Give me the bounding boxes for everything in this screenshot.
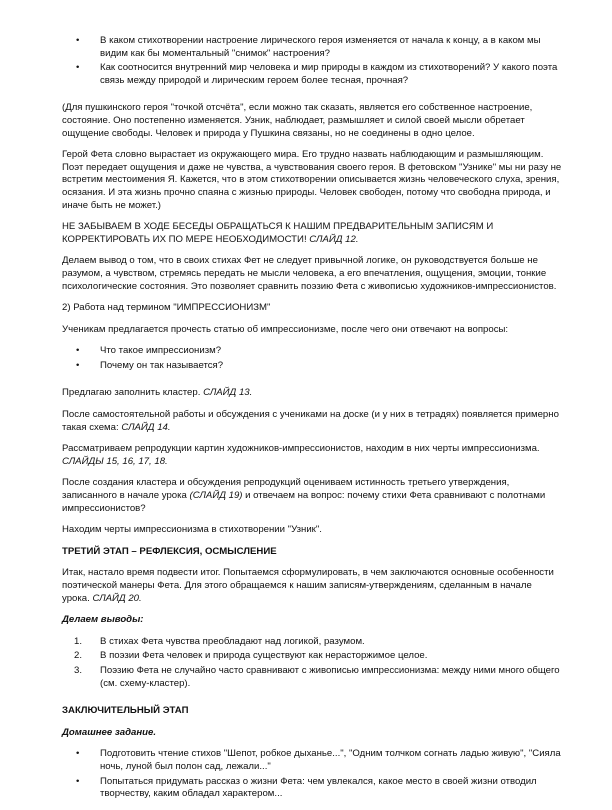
paragraph: Ученикам предлагается прочесть статью об импрессионизме, после чего они отвечают на вопросы: bbox=[62, 323, 509, 335]
document-page bbox=[62, 35, 562, 810]
bullet-icon: • bbox=[76, 62, 80, 74]
bullet-icon: • bbox=[76, 775, 80, 787]
list-number: 1. bbox=[74, 635, 83, 647]
list-item: • Что такое импрессионизм? bbox=[76, 345, 222, 357]
question-list bbox=[62, 345, 562, 372]
paragraph: После самостоятельной работы и обсуждения с учениками на доске (и у них в тетрадях) появляется примерно такая схема: СЛАЙД 14. bbox=[62, 409, 559, 433]
paragraph: Рассматриваем репродукции картин художников-импрессионистов, находим в них черты импрессионизма. СЛАЙДЫ 15, 16, 17, 18. bbox=[62, 443, 540, 467]
list-number: 2. bbox=[74, 650, 83, 662]
list-item: • Почему он так называется? bbox=[76, 359, 224, 371]
subheading: Делаем выводы: bbox=[62, 614, 144, 626]
list-item: 3. Поэзию Фета не случайно часто сравнивают с живописью импрессионизма: между ними много общего (см. схему-кластер). bbox=[74, 664, 560, 689]
bullet-icon: • bbox=[76, 359, 80, 371]
section-heading: ТРЕТИЙ ЭТАП – РЕФЛЕКСИЯ, ОСМЫСЛЕНИЕ bbox=[62, 545, 277, 557]
paragraph: Итак, настало время подвести итог. Попытаемся сформулировать, в чем заключаются основные особенности поэтической манеры Фета. Для этого обращаемся к нашим записям-утверждениям, сделанным в начале урока. СЛАЙД 20. bbox=[62, 567, 554, 604]
list-item: • Подготовить чтение стихов "Шепот, робкое дыханье...", "Одним толчком согнать ладью живую", "Сияла ночь, луной был полон сад, лежали..." bbox=[76, 748, 561, 772]
list-item: 1. В стихах Фета чувства преобладают над логикой, разумом. bbox=[74, 635, 365, 647]
paragraph: Предлагаю заполнить кластер. СЛАЙД 13. bbox=[62, 387, 253, 399]
list-item: 2. В поэзии Фета человек и природа существуют как нерасторжимое целое. bbox=[74, 650, 428, 662]
paragraph: НЕ ЗАБЫВАЕМ В ХОДЕ БЕСЕДЫ ОБРАЩАТЬСЯ К НАШИМ ПРЕДВАРИТЕЛЬНЫМ ЗАПИСЯМ И КОРРЕКТИРОВАТЬ ИХ ПО МЕРЕ НЕОБХОДИМОСТИ! СЛАЙД 12. bbox=[62, 221, 494, 245]
list-item: • Попытаться придумать рассказ о жизни Фета: чем увлекался, какое место в своей жизни отводил творчеству, каким обладал характером... bbox=[76, 775, 537, 800]
section-heading: ЗАКЛЮЧИТЕЛЬНЫЙ ЭТАП bbox=[62, 705, 189, 717]
paragraph: После создания кластера и обсуждения репродукций оцениваем истинность третьего утверждения, записанного в начале урока (СЛАЙД 19) и отвечаем на вопрос: почему стихи Фета сравнивают с полотнами импрессионистов? bbox=[62, 477, 546, 514]
conclusions-list bbox=[62, 636, 562, 690]
bullet-icon: • bbox=[76, 748, 80, 760]
list-number: 3. bbox=[74, 664, 83, 676]
paragraph: Находим черты импрессионизма в стихотворении "Узник". bbox=[62, 524, 322, 536]
top-question-list bbox=[62, 35, 562, 87]
paragraph: 2) Работа над термином "ИМПРЕССИОНИЗМ" bbox=[62, 302, 271, 314]
list-item: • В каком стихотворении настроение лирического героя изменяется от начала к концу, а в каком мы видим как бы моментальный "снимок" настроения? bbox=[76, 35, 541, 59]
paragraph: Герой Фета словно вырастает из окружающего мира. Его трудно назвать наблюдающим и размышляющим. Поэт передает ощущения и даже не чувства, а чувствования своего героя. В фетовском "Узнике" мы ни разу не встретим местоимения Я. Кажется, что в этом стихотворении описывается жизнь человеческого слуха, зрения, осязания. И эта жизнь прочно спаяна с жизнью природы. Человек свободен, потому что свободна природа, и иначе быть не может.) bbox=[62, 149, 562, 211]
paragraph: Делаем вывод о том, что в своих стихах Фет не следует привычной логике, он руководствуется больше не разумом, а чувством, стремясь передать не мысли человека, а его впечатления, ощущения, эмоции, тонкие психологические состояния. Это позволяет сравнить поэзию Фета с живописью художников-импрессионистов. bbox=[62, 255, 557, 292]
paragraph: (Для пушкинского героя "точкой отсчёта", если можно так сказать, является его собственное настроение, состояние. Оно постепенно изменяется. Узник, наблюдает, размышляет и силой своей мысли обретает ощущение свободы. Человек и природа у Пушкина связаны, но не соединены в одно целое. bbox=[62, 102, 533, 139]
bullet-icon: • bbox=[76, 35, 80, 46]
list-item: • Как соотносится внутренний мир человека и мир природы в каждом из стихотворений? У какого поэта связь между природой и лирическим героем более тесная, прочная? bbox=[76, 62, 558, 86]
subheading: Домашнее задание. bbox=[62, 726, 157, 738]
homework-list bbox=[62, 748, 562, 800]
bullet-icon: • bbox=[76, 345, 80, 357]
